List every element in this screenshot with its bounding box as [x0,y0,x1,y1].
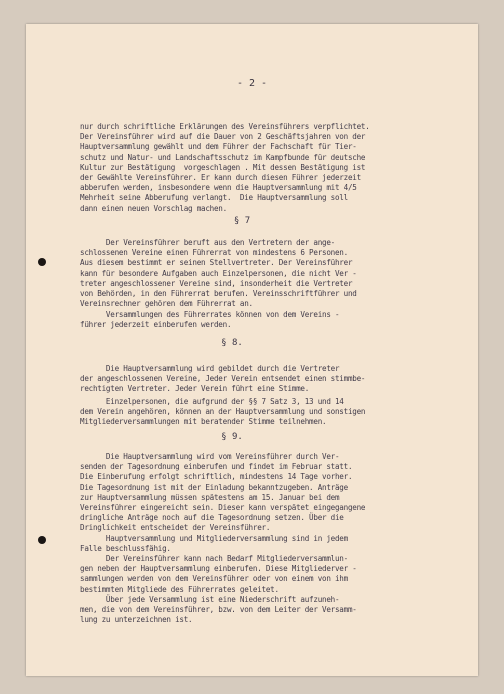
paragraph-hauptversammlung: Die Hauptversammlung wird gebildet durch die Vertreter der angeschlossenen Vereine, Jeder Verein entsendet einen stimmbe- rechtigten Vertreter. Jeder Verein führt eine Stimme. [80,364,366,394]
document-page [26,24,478,676]
punch-hole [38,536,46,544]
paragraph-einberufung: Die Hauptversammlung wird vom Vereinsführer durch Ver- senden der Tagesordnung einberufen und findet im Februar statt. Die Einberufung erfolgt schriftlich, mindestens 14 Tage vorher. Die Tagesordnung ist mit der Einladung bekanntzugeben. Anträge zur Hauptversammlung müssen spätestens am 15. Januar bei dem Vereinsführer eingereicht sein. Dieser kann verspätet eingegangene dringliche Anträge noch auf die Tagesordnung setzen. Über die Dringlichkeit entscheidet der Vereinsführer. Hauptversammlung und Mitgliederversammlung sind in jedem Falle beschlussfähig. Der Vereinsführer kann nach Bedarf Mitgliederversammlun- gen neben der Hauptversammlung einberufen. Diese Mitgliederver - sammlungen werden von dem Vereinsführer oder von einem von ihm bestimmten Mitgliede des Führerrates geleitet. Über jede Versammlung ist eine Niederschrift aufzuneh- men, die von dem Vereinsführer, bzw. von dem Leiter der Versamm- lung zu unterzeichnen ist. [80,452,366,625]
paragraph-einzelpersonen: Einzelpersonen, die aufgrund der §§ 7 Satz 3, 13 und 14 dem Verein angehören, können an der Hauptversammlung und sonstigen Mitgliederversammlungen mit beratender Stimme teilnehmen. [80,397,366,427]
paragraph-fuehrerrat: Der Vereinsführer beruft aus den Vertretern der ange- schlossenen Vereine einen Führerrat von mindestens 6 Personen. Aus diesem bestimmt er seinen Stellvertreter. Der Vereinsführer kann für besondere Aufgaben auch Einzelpersonen, die nicht Ver - treter angeschlossener Vereine sind, insonderheit die Vertreter von Behörden, in den Führerrat berufen. Vereinsschriftführer und Vereinsrechner gehören dem Führerrat an. [80,238,357,309]
section-heading-7: § 7 [233,216,251,226]
paragraph-vereinsfuehrer: nur durch schriftliche Erklärungen des Vereinsführers verpflichtet. Der Vereinsführer wird auf die Dauer von 2 Geschäftsjahren von der Hauptversammlung gewählt und dem Führer der Fachschaft für Tier- schutz und Natur- und Landschaftsschutz im Kampfbunde für deutsche Kultur zur Bestätigung vorgeschlagen . Mit dessen Bestätigung ist der Gewählte Vereinsführer. Er kann durch diesen Führer jederzeit abberufen werden, insbesondere wenn die Hauptversammlung mit 4/5 Mehrheit seine Abberufung verlangt. Die Hauptversammlung soll dann einen neuen Vorschlag machen. [80,122,370,213]
section-heading-8: § 8. [221,338,243,348]
paragraph-fuehrerrat-versammlungen: Versammlungen des Führerrates können von dem Vereins - führer jederzeit einberufen werden. [80,310,340,330]
punch-hole [38,258,46,266]
section-heading-9: § 9. [221,432,243,442]
page-number: - 2 - [236,78,268,89]
